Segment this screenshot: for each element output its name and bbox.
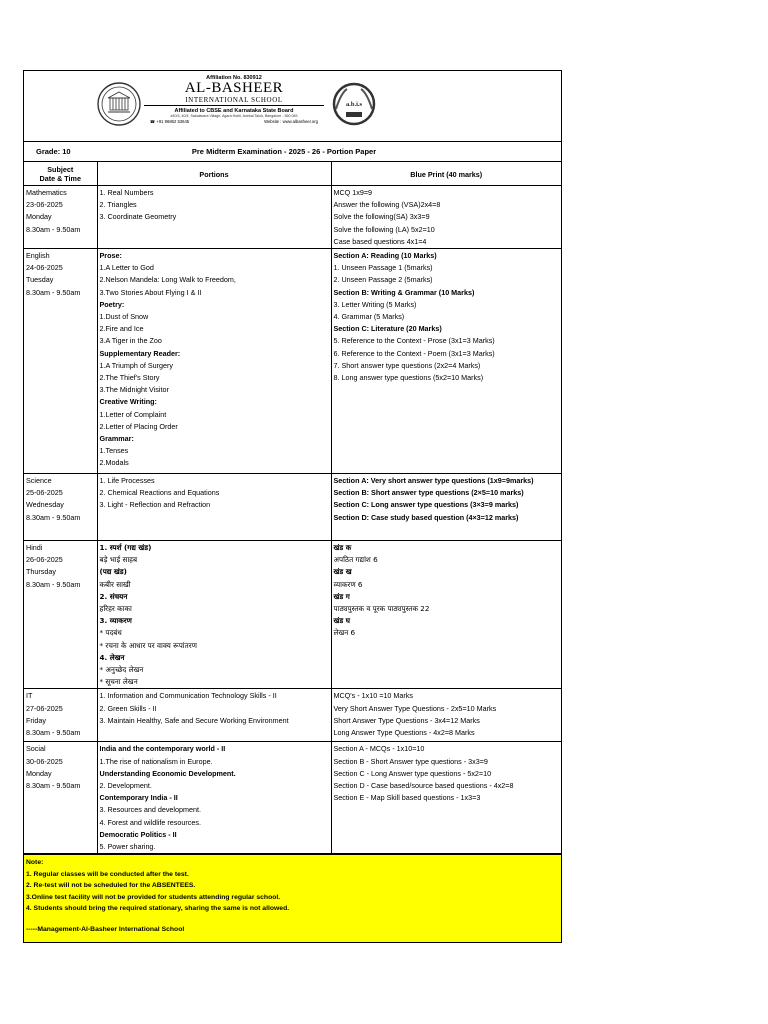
list-item: 3.A Tiger in the Zoo <box>99 336 162 346</box>
list-item: 1. Life Processes <box>99 476 155 486</box>
subject-info-line: 26-06-2025 <box>26 555 63 565</box>
list-item: 3. Letter Writing (5 Marks) <box>333 299 417 309</box>
subject-info-line: 8.30am - 9.50am <box>26 579 81 589</box>
blueprint-cell <box>331 186 561 249</box>
list-item: 5. Power sharing. <box>99 842 156 852</box>
list-item: 6. Reference to the Context - Poem (3x1=3 Marks) <box>333 348 495 358</box>
note-heading: Note: <box>26 859 44 867</box>
subject-cell <box>24 541 97 689</box>
list-item: लेखन 6 <box>333 628 356 638</box>
school-emblem-icon <box>331 81 377 127</box>
school-header <box>24 71 561 142</box>
blueprint-cell <box>331 474 561 541</box>
phone-icon: ☎ <box>150 119 156 124</box>
list-item: 2. संचयन <box>99 591 128 601</box>
exam-title-row <box>24 142 561 162</box>
school-title-block <box>144 75 324 124</box>
list-item: 3. Coordinate Geometry <box>99 212 177 222</box>
note-line: 1. Regular classes will be conducted after the test. <box>26 870 189 878</box>
note-box <box>24 854 561 941</box>
portions-column-header: Portions <box>97 162 331 186</box>
subject-row <box>24 689 561 742</box>
subject-info-line: Thursday <box>26 567 56 577</box>
subject-info-line: 27-06-2025 <box>26 703 63 713</box>
list-item: Section D - Case based/source based questions - 4x2=8 <box>333 781 514 791</box>
list-item: Section A: Reading (10 Marks) <box>333 251 437 261</box>
blueprint-column-header: Blue Print (40 marks) <box>331 162 561 186</box>
column-header-row <box>24 162 561 186</box>
list-item: Section A: Very short answer type questions (1x9=9marks) <box>333 476 534 486</box>
list-item: * रचना के आधार पर वाक्य रूपांतरण <box>99 640 197 650</box>
exam-title: Pre Midterm Examination - 2025 - 26 - Portion Paper <box>191 147 377 156</box>
subject-info-line: 24-06-2025 <box>26 263 63 273</box>
note-line: -----Management-Al-Basheer International School <box>26 926 185 934</box>
list-item: 5. Reference to the Context - Prose (3x1=3 Marks) <box>333 336 495 346</box>
subject-info-line: Mathematics <box>26 188 67 197</box>
list-item: 7. Short answer type questions (2x2=4 Marks) <box>333 360 481 370</box>
subject-info-line: 8.30am - 9.50am <box>26 512 81 522</box>
list-item: कबीर साखी <box>99 579 131 589</box>
subject-info-line: Tuesday <box>26 275 54 285</box>
subject-row <box>24 249 561 474</box>
list-item: * अनुच्छेद लेखन <box>99 665 144 675</box>
list-item: Poetry: <box>99 299 125 309</box>
list-item: Grammar: <box>99 434 134 444</box>
list-item: 3. व्याकरण <box>99 616 132 626</box>
list-item: 2. Unseen Passage 2 (5marks) <box>333 275 433 285</box>
list-item: 1.A Triumph of Surgery <box>99 360 174 370</box>
contact-row <box>144 119 324 124</box>
subject-info-line: 8.30am - 9.50am <box>26 224 81 234</box>
list-item: खंड ख <box>333 567 352 577</box>
note-line: 4. Students should bring the required stationary, sharing the same is not allowed. <box>26 905 290 913</box>
list-item: 1.A Letter to God <box>99 263 154 273</box>
list-item: Contemporary India - II <box>99 793 178 803</box>
list-item: Case based questions 4x1=4 <box>333 236 427 246</box>
affiliation-text: Affiliated to CBSE and Karnataka State Board <box>174 108 294 114</box>
phone-number <box>150 119 189 124</box>
list-item: खंड क <box>333 543 352 553</box>
subject-cell <box>24 186 97 249</box>
subject-row <box>24 186 561 249</box>
list-item: India and the contemporary world - II <box>99 744 226 754</box>
list-item: * पदबंध <box>99 628 122 638</box>
list-item: Answer the following (VSA)2x4=8 <box>333 200 441 210</box>
list-item: MCQ's - 1x10 =10 Marks <box>333 691 413 701</box>
grade-label: Grade: 10 <box>36 147 71 156</box>
list-item: 1.Tenses <box>99 446 129 456</box>
subject-cell <box>24 474 97 541</box>
school-crest-icon <box>96 81 142 127</box>
list-item: 3.Two Stories About Flying I & II <box>99 287 202 297</box>
subject-cell <box>24 249 97 474</box>
list-item: (पद्य खंड) <box>99 567 127 577</box>
list-item: 1.Dust of Snow <box>99 312 149 322</box>
list-item: अपठित गद्यांश 6 <box>333 555 378 565</box>
list-item: खंड घ <box>333 616 350 626</box>
list-item: 2. Green Skills - II <box>99 703 157 713</box>
list-item: Section D: Case study based question (4×3=12 marks) <box>333 512 519 522</box>
subject-info-line: English <box>26 251 50 261</box>
school-address: #40/3, 40/4, Sakalavara Village, Agara Hobli, Anekal Taluk, Bangalore - 560 083 <box>170 114 298 118</box>
subject-info-line: 8.30am - 9.50am <box>26 287 81 297</box>
list-item: 3. Light - Reflection and Refraction <box>99 500 211 510</box>
subject-info-line: IT <box>26 691 33 701</box>
subject-info-line: 23-06-2025 <box>26 200 63 210</box>
list-item: 2.Fire and Ice <box>99 324 144 334</box>
list-item: Section C: Literature (20 Marks) <box>333 324 442 334</box>
list-item: Short Answer Type Questions - 3x4=12 Marks <box>333 715 480 725</box>
list-item: 4. Forest and wildlife resources. <box>99 817 201 827</box>
blueprint-cell <box>331 541 561 689</box>
list-item: Section B: Short answer type questions (2×5=10 marks) <box>333 488 524 498</box>
note-line: 2. Re-test will not be scheduled for the ABSENTEES. <box>26 882 196 890</box>
list-item: 2.The Thief's Story <box>99 373 160 383</box>
list-item: Very Short Answer Type Questions - 2x5=10 Marks <box>333 703 497 713</box>
list-item: 3. Maintain Healthy, Safe and Secure Working Environment <box>99 715 289 725</box>
subject-info-line: Science <box>26 476 52 486</box>
portions-cell <box>97 249 331 474</box>
list-item: Long Answer Type Questions - 4x2=8 Marks <box>333 728 475 738</box>
subject-column-header <box>24 162 97 186</box>
list-item: 2.Letter of Placing Order <box>99 421 178 431</box>
portions-cell <box>97 742 331 854</box>
blueprint-cell <box>331 249 561 474</box>
blueprint-cell <box>331 742 561 854</box>
subject-info-line: Wednesday <box>26 500 64 510</box>
list-item: Understanding Economic Development. <box>99 768 236 778</box>
list-item: MCQ 1x9=9 <box>333 188 373 197</box>
portion-paper <box>23 70 562 943</box>
note-line <box>26 914 559 924</box>
list-item: 1. स्पर्श (गद्य खंड) <box>99 543 152 553</box>
list-item: व्याकरण 6 <box>333 579 363 589</box>
list-item: 1.The rise of nationalism in Europe. <box>99 756 213 766</box>
website-text: Website : www.albasheer.org <box>264 119 318 124</box>
portions-cell <box>97 689 331 742</box>
list-item: 2.Nelson Mandela: Long Walk to Freedom, <box>99 275 236 285</box>
list-item: पाठ्यपुस्तक व पूरक पाठ्यपुस्तक 22 <box>333 604 430 614</box>
list-item: 2. Triangles <box>99 200 137 210</box>
list-item: 3.The Midnight Visitor <box>99 385 169 395</box>
list-item: Section A - MCQs - 1x10=10 <box>333 744 425 754</box>
affiliation-number: Affiliation No. 830912 <box>206 75 262 81</box>
subject-info-line: Hindi <box>26 543 43 553</box>
list-item: Section C - Long Answer type questions - 5x2=10 <box>333 768 492 778</box>
note-line: 3.Online test facility will not be provided for students attending regular school. <box>26 893 281 901</box>
subject-info-line: Friday <box>26 715 46 725</box>
portions-cell <box>97 541 331 689</box>
list-item: हरिहर काका <box>99 604 132 614</box>
list-item: 4. Grammar (5 Marks) <box>333 312 405 322</box>
portions-cell <box>97 186 331 249</box>
subject-info-line: 25-06-2025 <box>26 488 63 498</box>
list-item: Creative Writing: <box>99 397 157 407</box>
subject-info-line: Social <box>26 744 46 754</box>
list-item: 2. Chemical Reactions and Equations <box>99 488 220 498</box>
subject-header-line2: Date & Time <box>39 174 81 183</box>
school-name: AL-BASHEER <box>184 80 284 96</box>
subject-cell <box>24 742 97 854</box>
list-item: Section E - Map Skill based questions - 1x3=3 <box>333 793 481 803</box>
list-item: Section B: Writing & Grammar (10 Marks) <box>333 287 475 297</box>
list-item: 2. Development. <box>99 781 152 791</box>
subject-info-line: 8.30am - 9.50am <box>26 781 81 791</box>
list-item: 8. Long answer type questions (5x2=10 Marks) <box>333 373 484 383</box>
list-item: 1. Unseen Passage 1 (5marks) <box>333 263 433 273</box>
list-item: Section C: Long answer type questions (3×3=9 marks) <box>333 500 519 510</box>
subject-row <box>24 541 561 689</box>
list-item: 4. लेखन <box>99 652 125 662</box>
portion-table <box>24 162 561 854</box>
subject-info-line: 30-06-2025 <box>26 756 63 766</box>
list-item: Democratic Politics - II <box>99 829 177 839</box>
subject-row <box>24 742 561 854</box>
list-item: Solve the following (LA) 5x2=10 <box>333 224 435 234</box>
emblem-text: a.b.i.s <box>345 101 363 108</box>
phone-text: +91 96862 53645 <box>156 119 190 124</box>
list-item: Section B - Short Answer type questions - 3x3=9 <box>333 756 488 766</box>
subject-header-line1: Subject <box>47 165 74 174</box>
list-item: 1. Real Numbers <box>99 188 154 197</box>
list-item: 1. Information and Communication Technology Skills - II <box>99 691 277 701</box>
list-item: 1.Letter of Complaint <box>99 409 167 419</box>
list-item: Solve the following(SA) 3x3=9 <box>333 212 430 222</box>
school-subtitle: INTERNATIONAL SCHOOL <box>144 96 324 106</box>
list-item: 3. Resources and development. <box>99 805 201 815</box>
list-item: Prose: <box>99 251 122 261</box>
list-item: * सूचना लेखन <box>99 677 138 687</box>
list-item: 2.Modals <box>99 458 129 468</box>
subject-info-line: Monday <box>26 768 52 778</box>
subject-info-line: Monday <box>26 212 52 222</box>
subject-cell <box>24 689 97 742</box>
list-item: खंड ग <box>333 591 350 601</box>
portions-cell <box>97 474 331 541</box>
subject-info-line: 8.30am - 9.50am <box>26 728 81 738</box>
blueprint-cell <box>331 689 561 742</box>
subject-row <box>24 474 561 541</box>
list-item: बड़े भाई साहब <box>99 555 138 565</box>
list-item: Supplementary Reader: <box>99 348 181 358</box>
